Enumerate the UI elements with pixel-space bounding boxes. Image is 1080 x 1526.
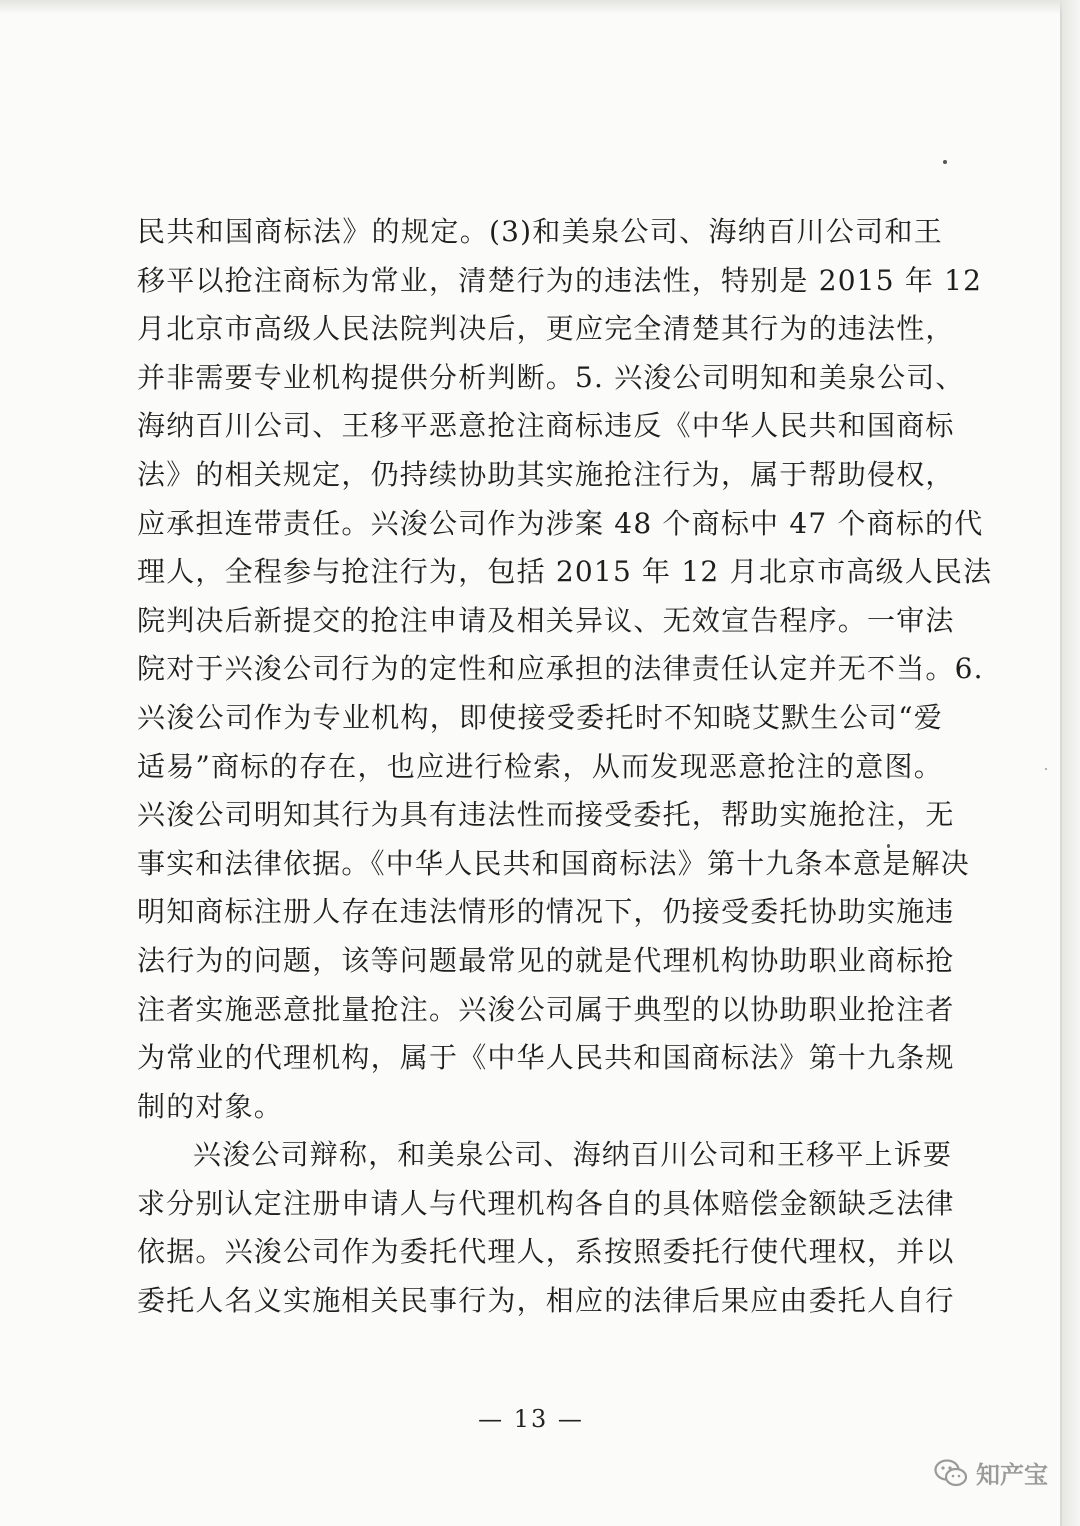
text-line: 移平以抢注商标为常业，清楚行为的违法性，特别是 2015 年 12 — [137, 263, 983, 297]
text-line: 法行为的问题，该等问题最常见的就是代理机构协助职业商标抢 — [137, 943, 955, 977]
text-line: 理人，全程参与抢注行为，包括 2015 年 12 月北京市高级人民法 — [137, 555, 993, 589]
text-line: 兴浚公司明知其行为具有违法性而接受委托，帮助实施抢注，无 — [137, 798, 955, 832]
text-line: 明知商标注册人存在违法情形的情况下，仍接受委托协助实施违 — [137, 895, 955, 929]
scan-speck — [1045, 768, 1047, 770]
text-line: 事实和法律依据。《中华人民共和国商标法》第十九条本意是解决 — [137, 846, 970, 880]
wechat-icon — [934, 1458, 968, 1488]
text-line: 应承担连带责任。兴浚公司作为涉案 48 个商标中 47 个商标的代 — [137, 506, 984, 540]
page-edge — [1062, 0, 1080, 1526]
text-line: 为常业的代理机构，属于《中华人民共和国商标法》第十九条规 — [137, 1041, 955, 1075]
text-line: 适易”商标的存在，也应进行检索，从而发现恶意抢注的意图。 — [137, 749, 943, 783]
scan-speck — [943, 160, 947, 164]
text-line: 民共和国商标法》的规定。(3)和美泉公司、海纳百川公司和王 — [137, 215, 943, 248]
text-line: 院判决后新提交的抢注申请及相关异议、无效宣告程序。一审法 — [137, 603, 955, 637]
text-line: 月北京市高级人民法院判决后，更应完全清楚其行为的违法性， — [137, 312, 955, 346]
text-line: 并非需要专业机构提供分析判断。5. 兴浚公司明知和美泉公司、 — [137, 360, 965, 394]
text-line: 依据。兴浚公司作为委托代理人，系按照委托行使代理权，并以 — [137, 1235, 955, 1269]
document-body — [137, 208, 993, 1326]
text-line: 制的对象。 — [137, 1089, 284, 1123]
text-line: 兴浚公司作为专业机构，即使接受委托时不知晓艾默生公司“爱 — [137, 700, 943, 734]
text-line: 院对于兴浚公司行为的定性和应承担的法律责任认定并无不当。6. — [137, 652, 984, 686]
text-line: 法》的相关规定，仍持续协助其实施抢注行为，属于帮助侵权， — [137, 457, 955, 491]
text-line: 兴浚公司辩称，和美泉公司、海纳百川公司和王移平上诉要 — [193, 1138, 953, 1172]
watermark — [934, 1455, 1048, 1490]
watermark-text: 知产宝 — [976, 1461, 1048, 1489]
text-line: 委托人名义实施相关民事行为，相应的法律后果应由委托人自行 — [137, 1284, 955, 1318]
text-line: 注者实施恶意批量抢注。兴浚公司属于典型的以协助职业抢注者 — [137, 992, 955, 1026]
text-line: 海纳百川公司、王移平恶意抢注商标违反《中华人民共和国商标 — [137, 409, 955, 443]
scan-shadow — [0, 0, 1062, 14]
page-number: — 13 — — [478, 1405, 584, 1433]
text-line: 求分别认定注册申请人与代理机构各自的具体赔偿金额缺乏法律 — [137, 1186, 955, 1220]
